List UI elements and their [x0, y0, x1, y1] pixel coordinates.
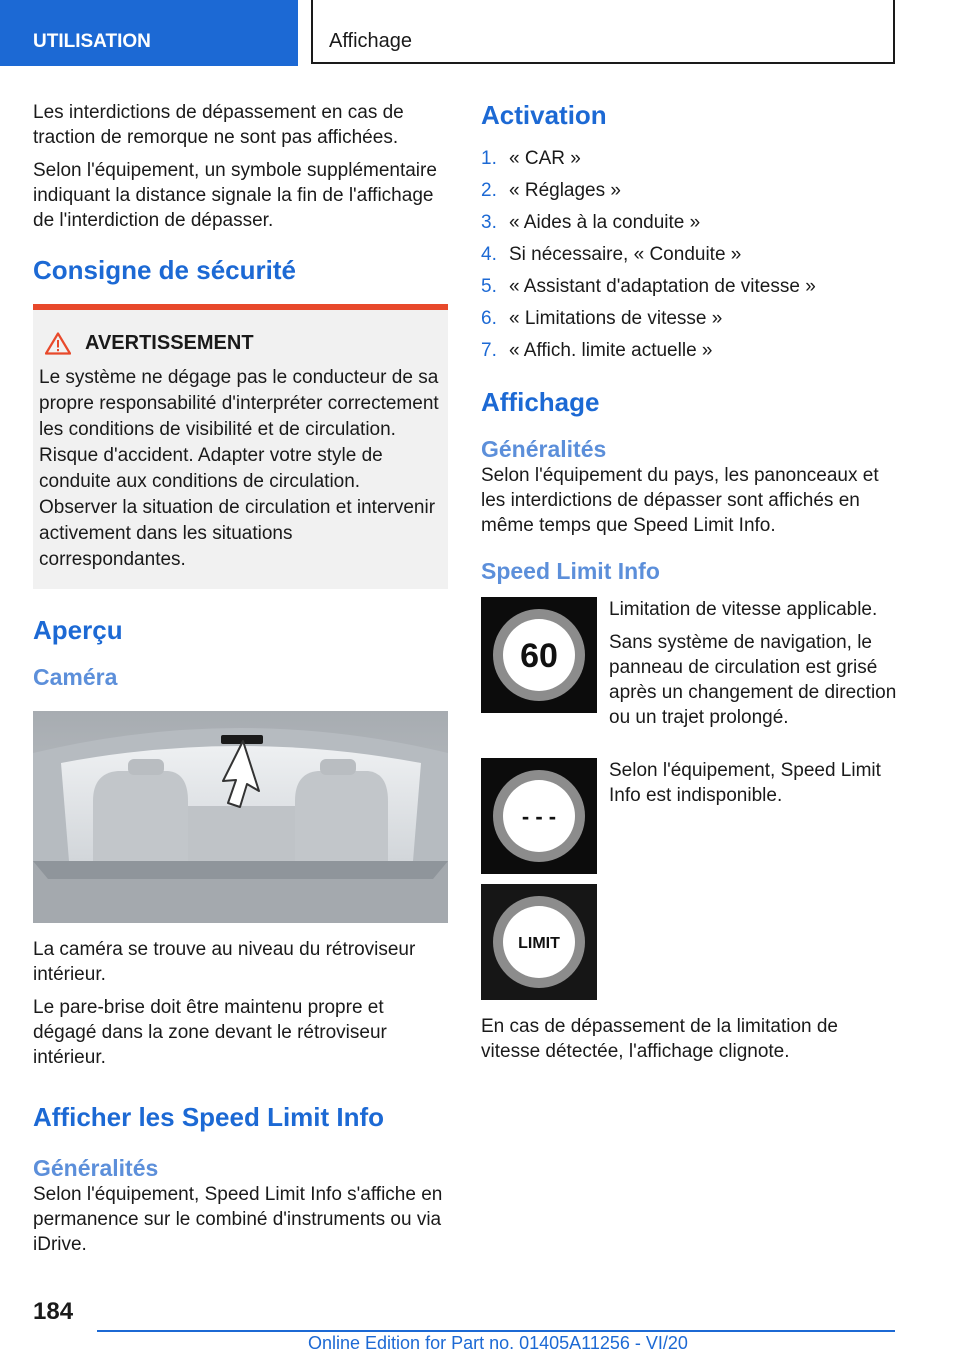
left-column [33, 100, 448, 1265]
footer-divider [97, 1330, 895, 1332]
general-heading-left: Généralités [33, 1155, 159, 1181]
warning-box [33, 304, 448, 589]
exceed-paragraph: En cas de dépassement de la limitation de vitesse détectée, l'affichage clignote. [481, 1016, 838, 1062]
sign3-value: LIMIT [518, 935, 560, 952]
step-label: « Assistant d'adaptation de vitesse » [509, 276, 816, 297]
warning-triangle-icon [45, 332, 71, 355]
step-number: 4. [481, 244, 497, 265]
speed-limit-60-icon [481, 597, 597, 713]
camera-location-image [33, 711, 448, 923]
step-number: 6. [481, 308, 497, 329]
display-heading: Affichage [481, 387, 600, 417]
activation-step [481, 303, 901, 335]
step-number: 7. [481, 340, 497, 361]
sign2-value: - - - [521, 804, 557, 829]
activation-step [481, 175, 901, 207]
activation-step [481, 207, 901, 239]
activation-steps [481, 143, 901, 367]
sign1-value: 60 [520, 637, 558, 675]
camera-paragraph-2: Le pare-brise doit être maintenu propre et dégagé dans la zone devant le rétroviseur intérieur. [33, 997, 387, 1068]
activation-step [481, 271, 901, 303]
warning-title [39, 332, 440, 355]
sign-block-1 [481, 597, 901, 738]
general-paragraph-right: Selon l'équipement du pays, les panonceaux et les interdictions de dépasser sont affichés en même temps que Speed Limit Info. [481, 465, 879, 536]
activation-step [481, 335, 901, 367]
camera-paragraph-1: La caméra se trouve au niveau du rétroviseur intérieur. [33, 939, 416, 985]
intro-paragraph-1: Les interdictions de dépassement en cas de traction de remorque ne sont pas affichées. [33, 102, 404, 148]
activation-heading: Activation [481, 100, 607, 130]
display-sli-heading: Afficher les Speed Limit Info [33, 1102, 385, 1132]
right-column [481, 100, 901, 1072]
activation-step [481, 239, 901, 271]
general-heading-right: Généralités [481, 436, 607, 462]
safety-heading: Consigne de sécurité [33, 255, 296, 285]
step-number: 1. [481, 148, 497, 169]
footer-edition: Online Edition for Part no. 01405A11256 - VI/20 [308, 1333, 688, 1353]
activation-step [481, 143, 901, 175]
step-number: 5. [481, 276, 497, 297]
step-label: « CAR » [509, 148, 581, 169]
step-label: « Aides à la conduite » [509, 212, 701, 233]
step-label: « Réglages » [509, 180, 621, 201]
step-number: 3. [481, 212, 497, 233]
sli-heading: Speed Limit Info [481, 558, 660, 584]
speed-limit-unavailable-icon [481, 758, 597, 874]
sign1-paragraph-1: Limitation de vitesse applicable. [609, 599, 878, 620]
sign1-paragraph-2: Sans système de navigation, le panneau de circulation est grisé après un changement de direction ou un trajet prolongé. [609, 632, 897, 728]
sign2-paragraph: Selon l'équipement, Speed Limit Info est indisponible. [609, 760, 881, 806]
general-paragraph-left: Selon l'équipement, Speed Limit Info s'affiche en permanence sur le combiné d'instruments ou via iDrive. [33, 1184, 443, 1255]
overview-heading: Aperçu [33, 615, 123, 645]
step-label: Si nécessaire, « Conduite » [509, 244, 742, 265]
header-section-label: UTILISATION [0, 0, 298, 66]
warning-title-text: AVERTISSEMENT [85, 332, 254, 354]
sign-block-2 [481, 758, 901, 874]
limit-sign-icon [481, 884, 597, 1000]
header-topic-label: Affichage [311, 0, 895, 64]
warning-text: Le système ne dégage pas le conducteur de sa propre responsabilité d'interpréter correctement les conditions de visibilité et de circulation. Risque d'accident. Adapter votre style de conduite aux conditions de circulation. Observer la situation de circulation et intervenir activement dans les situations correspondantes. [39, 367, 439, 570]
page-number: 184 [33, 1298, 74, 1325]
camera-heading: Caméra [33, 664, 118, 690]
step-label: « Affich. limite actuelle » [509, 340, 713, 361]
step-number: 2. [481, 180, 497, 201]
sign-block-3 [481, 884, 901, 1000]
step-label: « Limitations de vitesse » [509, 308, 723, 329]
intro-paragraph-2: Selon l'équipement, un symbole supplémentaire indiquant la distance signale la fin de l'affichage de l'interdiction de dépasser. [33, 160, 437, 231]
